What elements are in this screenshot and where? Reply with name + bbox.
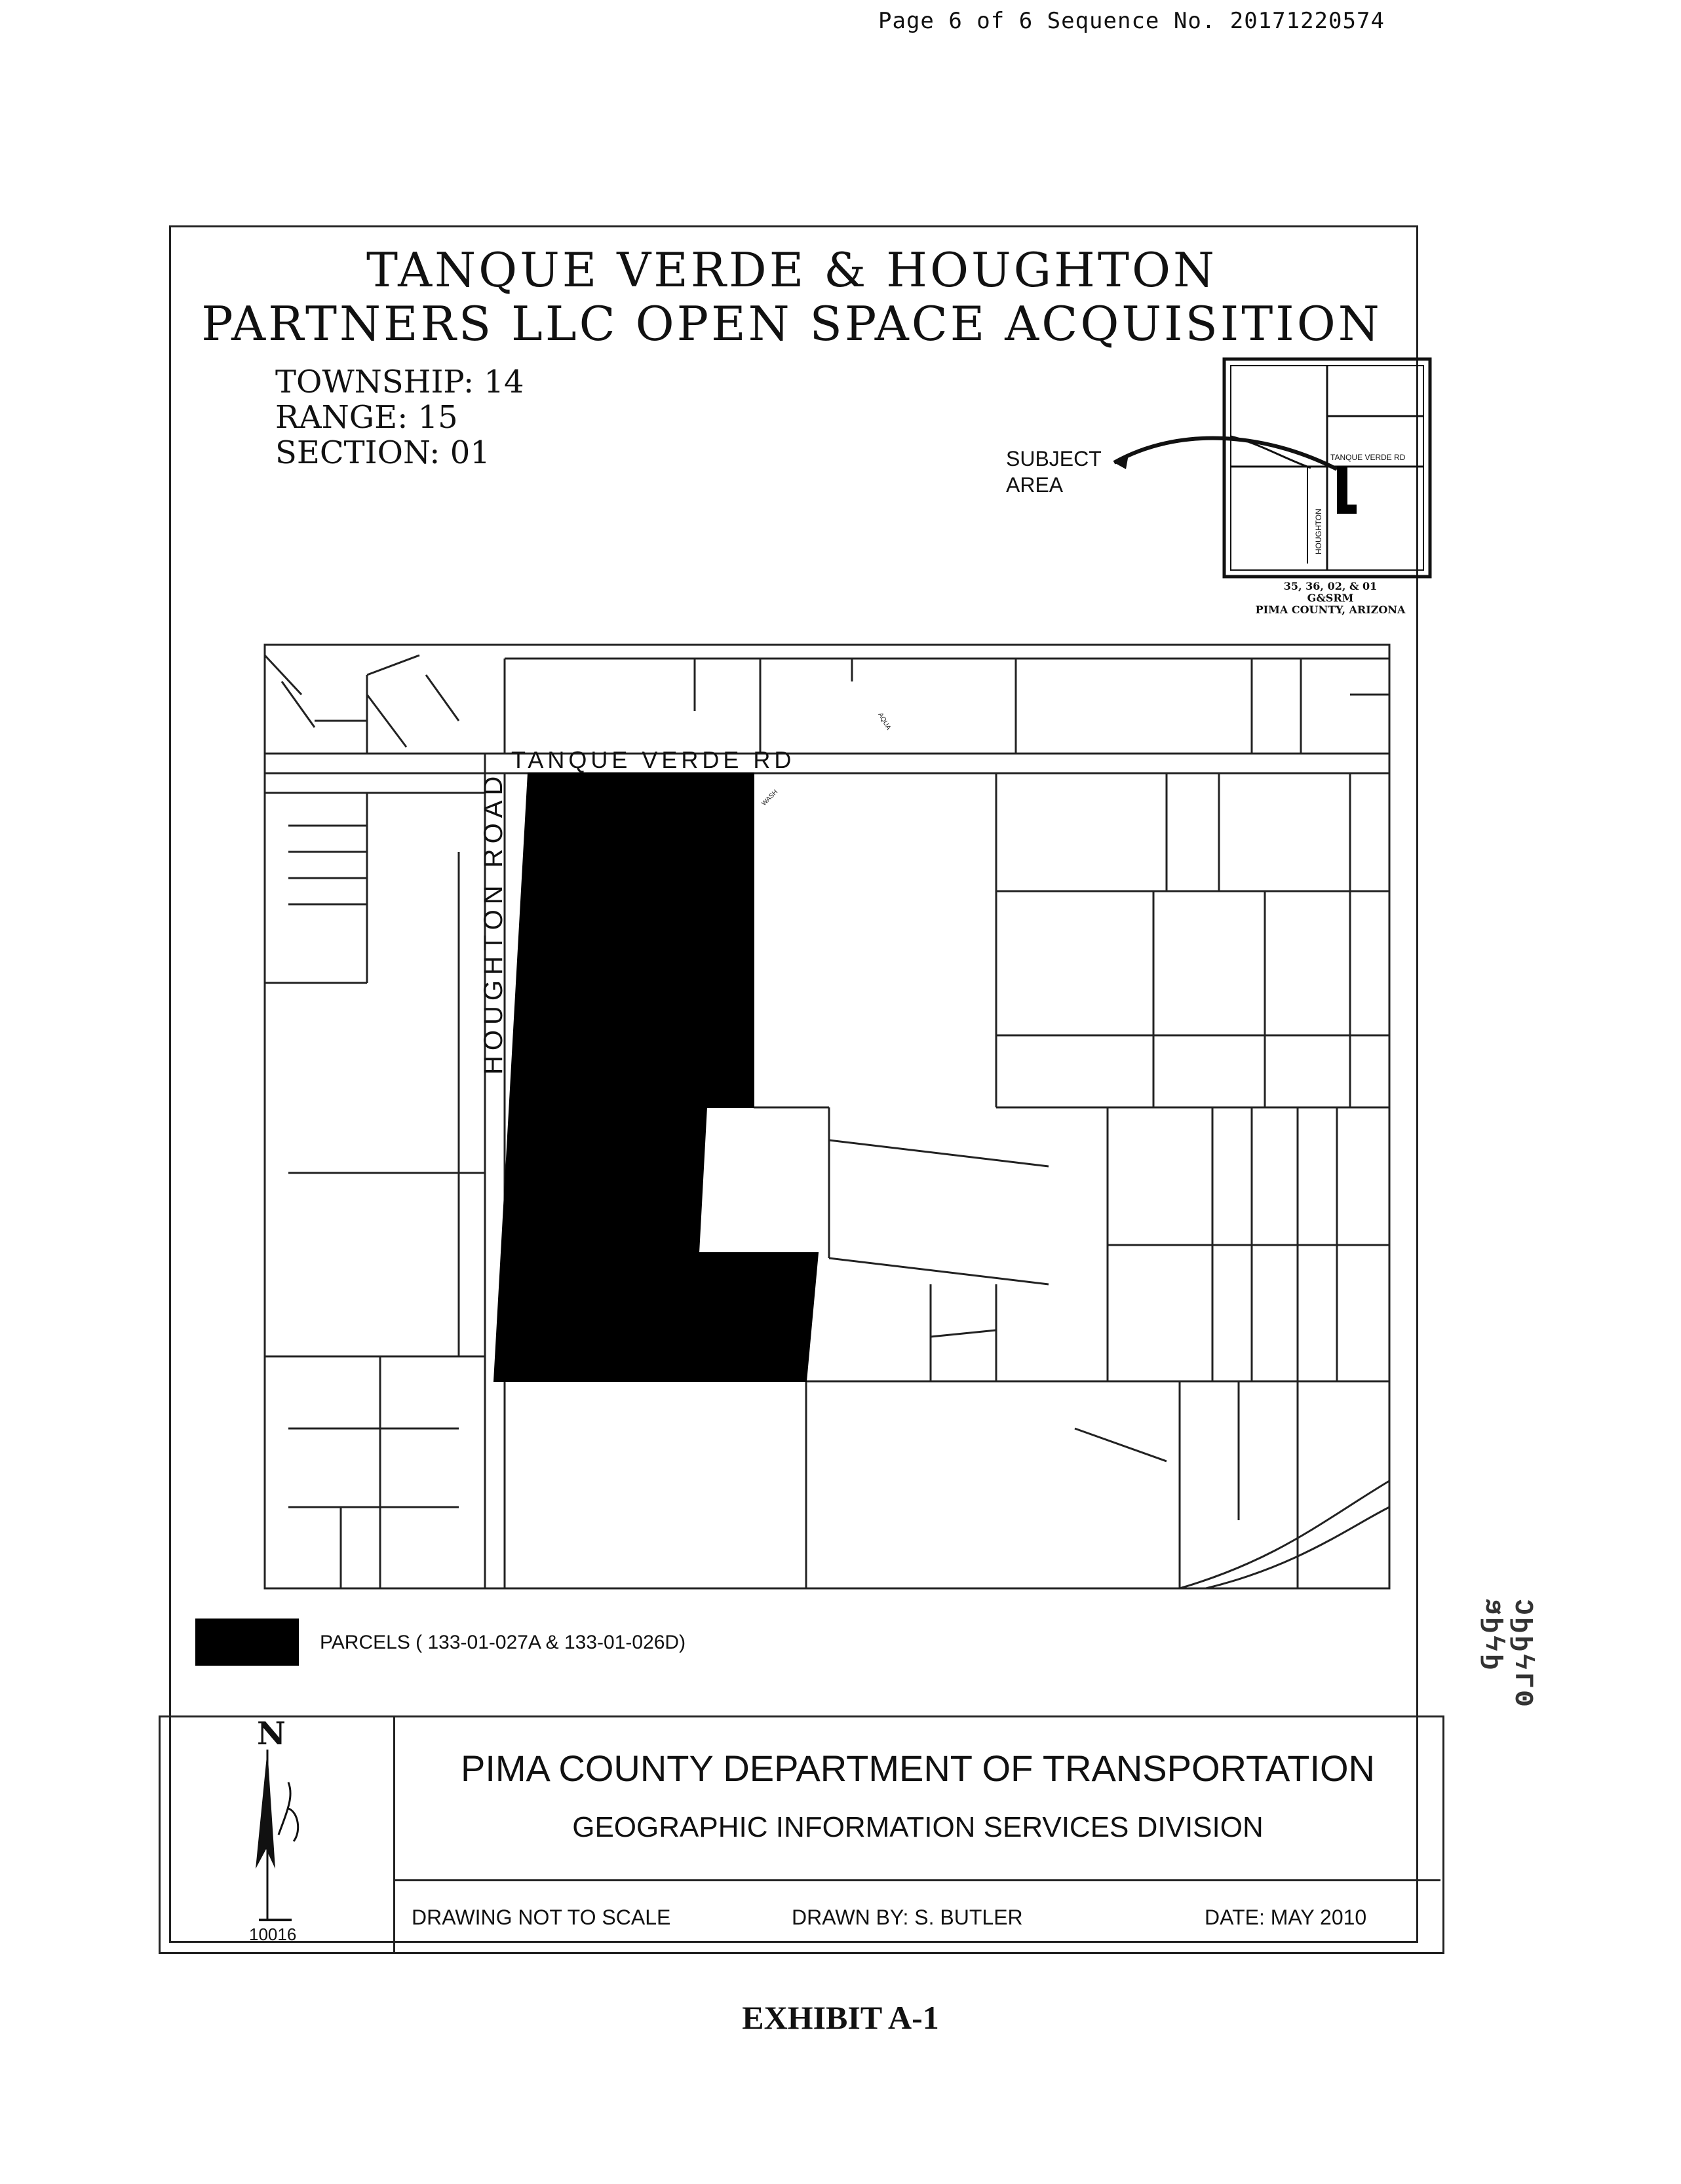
legend-parcels-label: PARCELS ( 133-01-027A & 133-01-026D) — [320, 1632, 686, 1653]
inset-road-tanque: TANQUE VERDE RD — [1330, 453, 1406, 462]
section-label: SECTION: 01 — [275, 434, 490, 471]
department-name: PIMA COUNTY DEPARTMENT OF TRANSPORTATION — [461, 1748, 1375, 1789]
inset-caption-line3: PIMA COUNTY, ARIZONA — [1255, 603, 1406, 616]
subject-parcels — [494, 773, 818, 1381]
township-label: TOWNSHIP: 14 — [275, 364, 524, 400]
inset-caption-line2: G&SRM — [1307, 592, 1354, 604]
map-title-line2: PARTNERS LLC OPEN SPACE ACQUISITION — [201, 296, 1382, 351]
exhibit-label: EXHIBIT A-1 — [742, 1999, 939, 2036]
subject-area-line2: AREA — [1006, 473, 1064, 497]
map-title-line1: TANQUE VERDE & HOUGHTON — [366, 242, 1217, 297]
range-label: RANGE: 15 — [275, 399, 458, 436]
north-number: 10016 — [249, 1925, 297, 1944]
inset-locator-map — [1224, 359, 1430, 577]
drawing-date: DATE: MAY 2010 — [1205, 1906, 1367, 1929]
title-block-divider-horizontal — [393, 1879, 1440, 1881]
scale-note: DRAWING NOT TO SCALE — [412, 1906, 671, 1929]
recording-stamp: ϽϦϦϟΓʘ ϧϦϟϦ — [1478, 1599, 1537, 1710]
aqua-label: AQUA — [876, 712, 893, 732]
division-name: GEOGRAPHIC INFORMATION SERVICES DIVISION — [572, 1811, 1264, 1843]
subject-area-line1: SUBJECT — [1006, 447, 1102, 470]
inset-caption-line1: 35, 36, 02, & 01 — [1283, 580, 1378, 592]
north-letter: N — [257, 1715, 286, 1752]
tanque-verde-road-label: TANQUE VERDE RD — [511, 746, 796, 773]
page-sequence-header: Page 6 of 6 Sequence No. 20171220574 — [878, 8, 1385, 34]
legend-parcel-swatch — [195, 1619, 299, 1666]
wash-label: WASH — [760, 788, 780, 808]
houghton-road-label: HOUGHTON ROAD — [479, 771, 508, 1075]
inset-road-houghton: HOUGHTON — [1314, 508, 1323, 554]
parcel-map — [265, 645, 1389, 1588]
drawn-by: DRAWN BY: S. BUTLER — [792, 1906, 1023, 1929]
